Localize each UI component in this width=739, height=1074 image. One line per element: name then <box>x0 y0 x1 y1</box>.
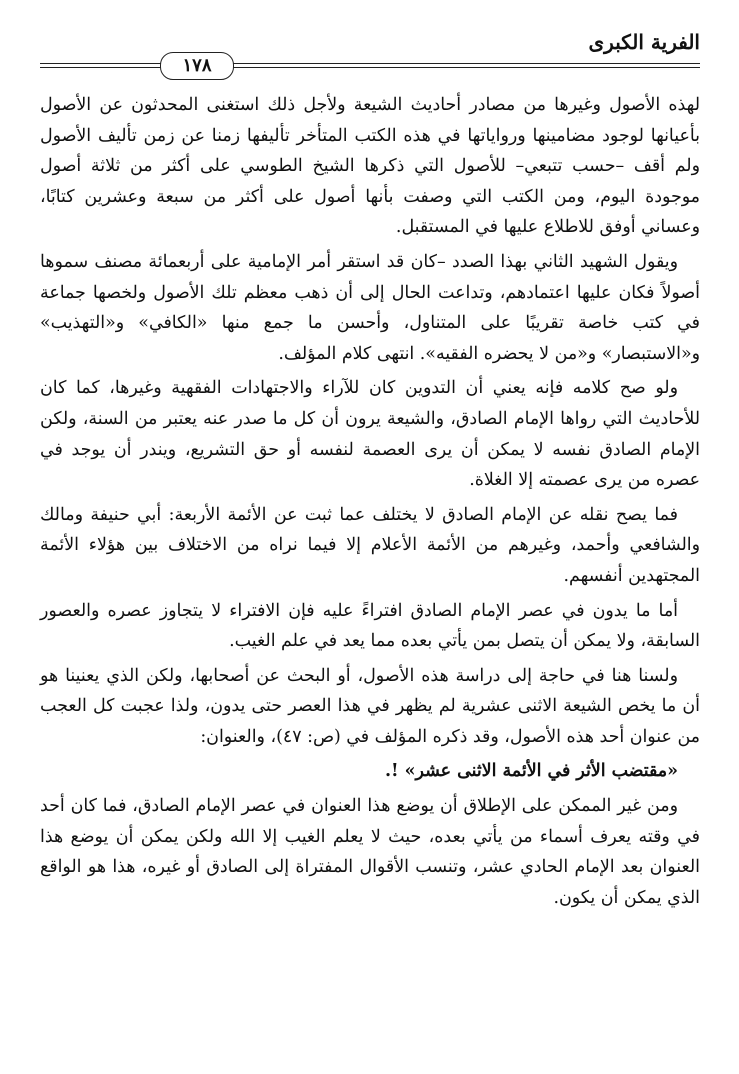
quoted-title: «مقتضب الأثر في الأئمة الاثنى عشر» !. <box>384 761 678 782</box>
paragraph-8: ومن غير الممكن على الإطلاق أن يوضع هذا العنوان في عصر الإمام الصادق، فما كان أحد في وقته يعرف أسماء من يأتي بعده، حيث لا يعلم الغيب إلا الله ولكن يمكن أن يوضع هذا العنوان بعد الإمام الحادي عشر، وتنسب الأقوال المفتراة إلى الصادق أو غيره، هذا هو الواقع الذي يمكن أن يكون. <box>40 796 700 908</box>
paragraph-6: ولسنا هنا في حاجة إلى دراسة هذه الأصول، أو البحث عن أصحابها، ولكن الذي يعنينا هو أن ما يخص الشيعة الاثنى عشرية لم يظهر في هذا العصر حتى يدون، ولذا عجبت كل العجب من عنوان أحد هذه الأصول، وقد ذكره المؤلف في (ص: ٤٧)، والعنوان: <box>40 665 700 747</box>
book-page <box>40 22 700 1052</box>
paragraph-2: ويقول الشهيد الثاني بهذا الصدد –كان قد استقر أمر الإمامية على أربعمائة مصنف سموها أصولاً فكان عليها اعتمادهم، وتداعت الحال إلى أن ذهب معظم تلك الأصول ولخصها جماعة في كتب خاصة تقريبًا على المتناول، وأحسن ما جمع منها «الكافي» و«التهذيب» و«الاستبصار» و«من لا يحضره الفقيه». انتهى كلام المؤلف. <box>40 251 700 364</box>
running-title: الفرية الكبرى <box>588 30 700 54</box>
header-rule-secondary <box>40 67 700 68</box>
page-number: ١٧٨ <box>160 52 234 80</box>
paragraph-3: ولو صح كلامه فإنه يعني أن التدوين كان للآراء والاجتهادات الفقهية وغيرها، كما كان للأحاديث التي رواها الإمام الصادق، والشيعة يرون أن كل ما صدر عنه يعتبر من السنة، ولكن الإمام الصادق نفسه لا يمكن أن يرى العصمة لنفسه أو حق التشريع، ويندر أن يوجد في عصره من يرى عصمته إلا الغلاة. <box>40 378 700 491</box>
header-rule <box>40 63 700 64</box>
page-header <box>40 22 700 76</box>
paragraph-5: أما ما يدون في عصر الإمام الصادق افتراءً عليه فإن الافتراء لا يتجاوز عصره والعصور السابقة، ولا يمكن أن يتصل بمن يأتي بعده مما يعد في علم الغيب. <box>40 600 700 652</box>
paragraph-4: فما يصح نقله عن الإمام الصادق لا يختلف عما ثبت عن الأئمة الأربعة: أبي حنيفة ومالك والشافعي وأحمد، وغيرهم من الأئمة الأعلام إلا فيما نراه من الاختلاف بين هؤلاء الأئمة المجتهدين أنفسهم. <box>40 504 700 586</box>
paragraph-1: لهذه الأصول وغيرها من مصادر أحاديث الشيعة ولأجل ذلك استغنى المحدثون عن الأصول بأعيانها لوجود مضامينها ورواياتها في هذه الكتب المتأخر تأليفها زمنا عن زمن تأليف الأصول ولم أقف –حسب تتبعي– للأصول التي ذكرها الشيخ الطوسي على أكثر من ثلاثة أصول موجودة اليوم، ومن الكتب التي وصفت بأنها أصول على أكثر من سبعة وعشرين كتابًا، وعساني أوفق للاطلاع عليها في المستقبل. <box>40 95 700 238</box>
body-text <box>40 90 700 913</box>
